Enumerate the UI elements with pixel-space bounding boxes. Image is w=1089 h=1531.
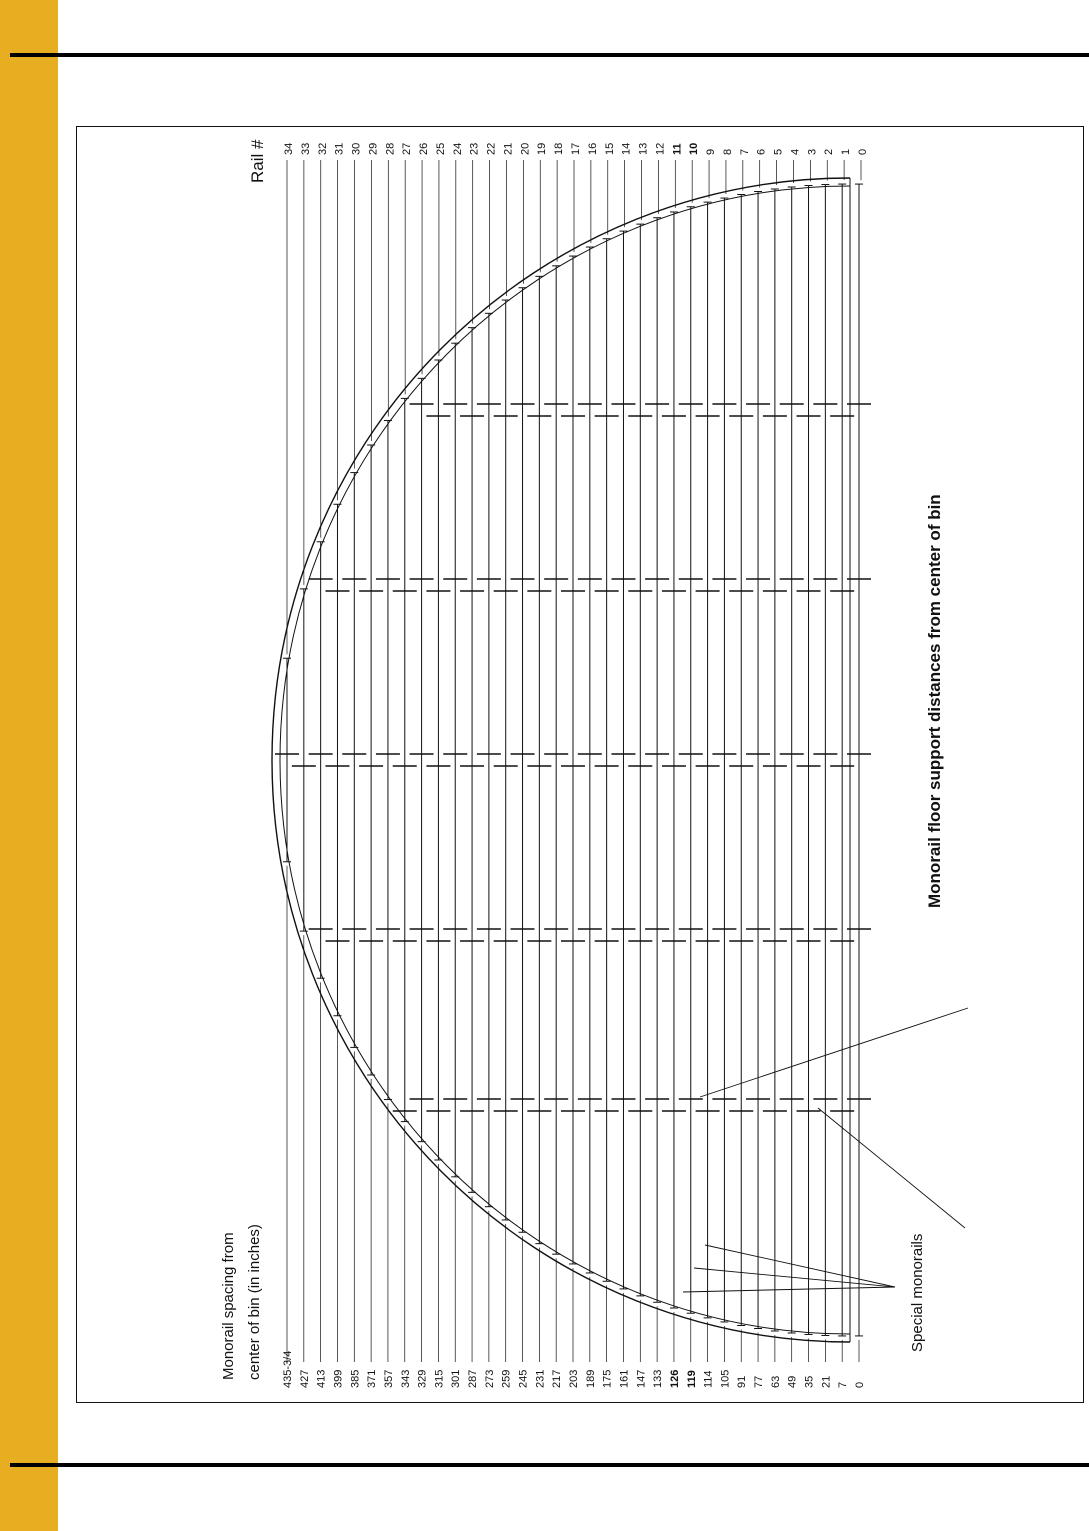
rail-spacing-label: 413 bbox=[315, 1369, 328, 1388]
rail-number-label: 9 bbox=[705, 148, 718, 155]
rail-number-label: 26 bbox=[418, 142, 431, 155]
rail-spacing-label: 114 bbox=[702, 1370, 715, 1388]
rail-number-label: 24 bbox=[451, 142, 464, 155]
rail-number-label: 0 bbox=[857, 148, 869, 155]
rail-spacing-label: 259 bbox=[500, 1369, 513, 1388]
rail-number-label: 22 bbox=[485, 142, 498, 155]
rail-spacing-label: 273 bbox=[483, 1369, 496, 1388]
rail-number-label: 8 bbox=[721, 148, 734, 155]
rail-number-label: 19 bbox=[536, 142, 549, 155]
rail-spacing-label: 189 bbox=[584, 1369, 597, 1388]
diagram-geometry bbox=[272, 160, 968, 1362]
diagram-title: Monorail floor support distances from center of bin bbox=[925, 494, 944, 908]
rail-spacing-label: 435-3/4 bbox=[282, 1350, 294, 1388]
rail-spacing-label: 147 bbox=[635, 1369, 648, 1388]
bin-outline-inner bbox=[280, 186, 850, 1334]
rail-number-label: 3 bbox=[806, 148, 819, 155]
rail-number-label: 14 bbox=[620, 142, 633, 155]
special-callout-line bbox=[705, 1245, 895, 1287]
rail-spacing-label: 315 bbox=[433, 1369, 446, 1388]
rail-number-label: 4 bbox=[789, 148, 802, 155]
rail-number-label: 17 bbox=[570, 142, 582, 155]
rail-number-label: 7 bbox=[738, 148, 751, 155]
rail-spacing-label: 343 bbox=[399, 1369, 412, 1388]
rail-spacing-label: 287 bbox=[467, 1369, 480, 1388]
rail-number-label: 29 bbox=[367, 142, 380, 155]
rail-number-label: 32 bbox=[316, 142, 329, 155]
rail-spacing-label: 21 bbox=[820, 1375, 833, 1388]
rail-spacing-label: 133 bbox=[652, 1369, 665, 1388]
rail-number-label: 1 bbox=[840, 148, 853, 155]
rail-spacing-label: 77 bbox=[753, 1375, 766, 1388]
rail-spacing-label: 175 bbox=[601, 1369, 614, 1388]
rail-number-label: 30 bbox=[350, 142, 363, 155]
rail-spacing-label: 161 bbox=[618, 1369, 631, 1388]
rail-number-label: 28 bbox=[384, 142, 397, 155]
rail-spacing-label: 7 bbox=[837, 1381, 850, 1388]
rail-spacing-label: 91 bbox=[736, 1375, 749, 1388]
rail-number-label: 10 bbox=[688, 142, 701, 155]
rail-number-label: 13 bbox=[637, 142, 650, 155]
rail-number-label: 12 bbox=[654, 142, 667, 155]
special-callout-line bbox=[683, 1287, 895, 1292]
rail-number-label: 21 bbox=[502, 142, 515, 155]
rail-spacing-label: 371 bbox=[366, 1369, 379, 1388]
rail-number-label: 31 bbox=[333, 142, 346, 155]
rail-number-label: 2 bbox=[823, 148, 836, 155]
rail-number-label: 20 bbox=[519, 142, 532, 155]
rail-number-label: 11 bbox=[671, 143, 684, 155]
rail-spacing-label: 119 bbox=[685, 1370, 698, 1388]
special-monorails-label: Special monorails bbox=[909, 1233, 926, 1352]
spacing-caption-line-2: center of bin (in inches) bbox=[246, 1224, 263, 1380]
rail-spacing-label: 357 bbox=[382, 1369, 395, 1388]
rail-spacing-label: 231 bbox=[534, 1369, 547, 1388]
spacing-caption-line-1: Monorail spacing from bbox=[220, 1232, 237, 1380]
rail-spacing-label: 399 bbox=[332, 1369, 345, 1388]
rail-number-label: 18 bbox=[553, 142, 566, 155]
rail-number-label: 34 bbox=[283, 142, 295, 155]
rail-caption: Rail # bbox=[248, 139, 267, 183]
rail-number-label: 5 bbox=[772, 148, 785, 155]
rail-spacing-label: 427 bbox=[298, 1369, 311, 1388]
rail-number-label: 6 bbox=[755, 148, 768, 155]
rail-number-label: 33 bbox=[299, 142, 312, 155]
rail-spacing-label: 203 bbox=[568, 1369, 580, 1388]
rail-spacing-label: 217 bbox=[551, 1369, 564, 1388]
rail-spacing-label: 301 bbox=[450, 1369, 463, 1388]
bin-outline-outer bbox=[272, 178, 850, 1342]
rail-number-label: 25 bbox=[434, 142, 447, 155]
rail-number-label: 15 bbox=[603, 142, 616, 155]
rail-spacing-label: 105 bbox=[719, 1369, 732, 1388]
rail-spacing-label: 245 bbox=[517, 1369, 530, 1388]
rail-number-label: 27 bbox=[401, 142, 414, 155]
rail-spacing-label: 63 bbox=[769, 1375, 782, 1388]
rail-spacing-label: 35 bbox=[803, 1375, 816, 1388]
rail-spacing-label: 385 bbox=[349, 1369, 362, 1388]
rail-spacing-label: 126 bbox=[668, 1369, 681, 1388]
rail-number-label: 23 bbox=[468, 142, 481, 155]
rail-spacing-label: 49 bbox=[786, 1375, 799, 1388]
callout-leader-line bbox=[700, 1008, 968, 1097]
callout-leader-line bbox=[818, 1108, 965, 1228]
rail-number-label: 16 bbox=[586, 142, 599, 155]
rail-spacing-label: 329 bbox=[416, 1369, 429, 1388]
rail-spacing-label: 0 bbox=[854, 1381, 866, 1388]
